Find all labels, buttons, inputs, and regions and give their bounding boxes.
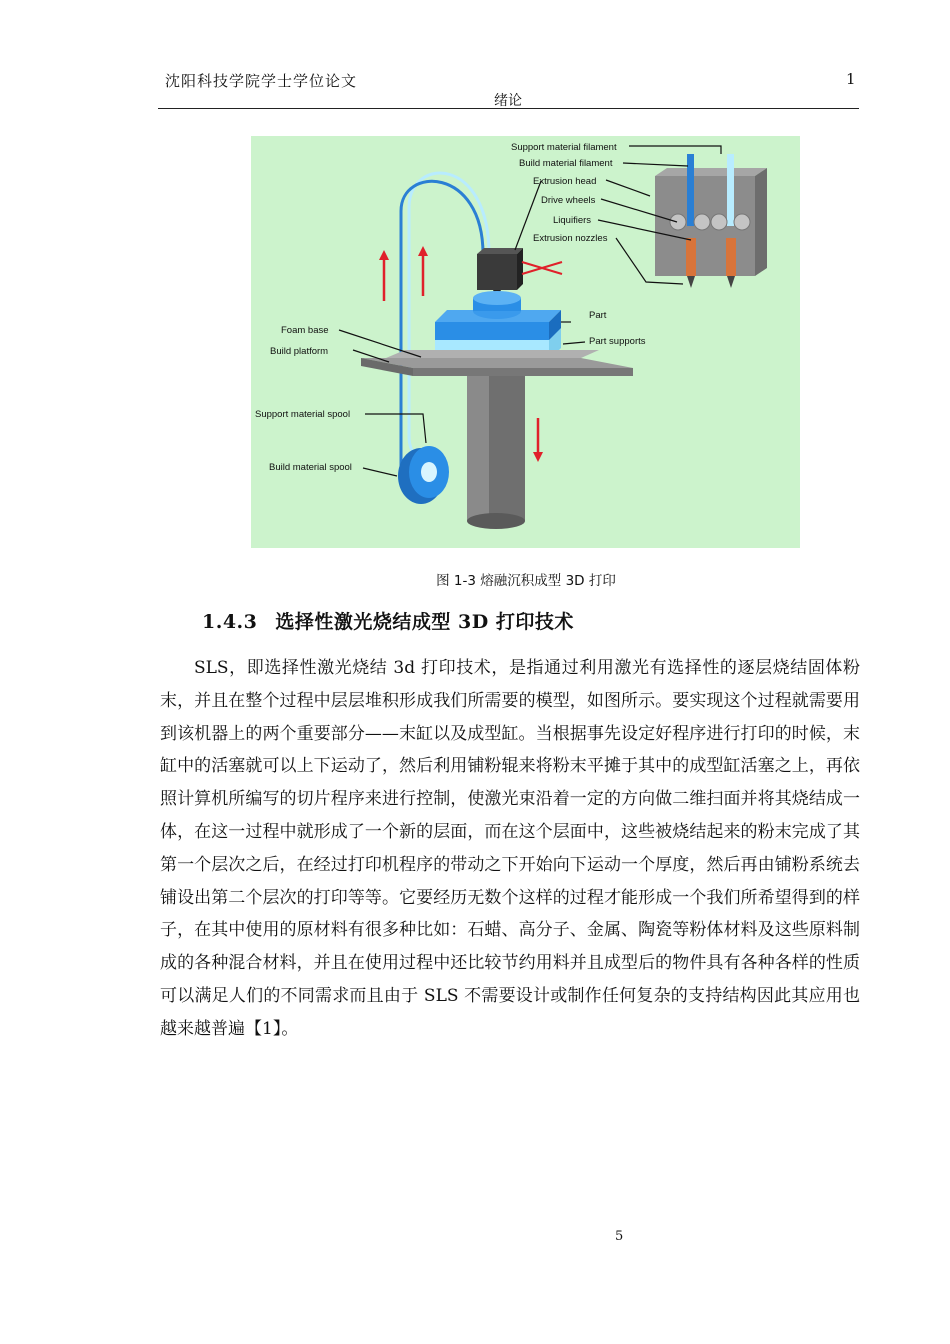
fdm-printer-figure xyxy=(251,136,800,548)
up-arrow-left xyxy=(379,250,389,301)
header-page-marker: 1 xyxy=(846,70,856,88)
header-chapter: 绪论 xyxy=(494,93,522,109)
build-platform-shape xyxy=(361,350,633,376)
label-support-spool: Support material spool xyxy=(255,409,351,420)
label-extrusion-nozzles: Extrusion nozzles xyxy=(533,233,608,244)
label-build-filament: Build material filament xyxy=(519,158,613,169)
label-support-filament: Support material filament xyxy=(511,142,617,153)
header-left-title: 沈阳科技学院学士学位论文 xyxy=(165,72,358,90)
label-extrusion-head: Extrusion head xyxy=(533,176,597,187)
down-arrow xyxy=(533,418,543,462)
page-number: 5 xyxy=(615,1229,624,1244)
fdm-diagram xyxy=(251,136,800,548)
label-liquifiers: Liquifiers xyxy=(553,215,592,226)
label-part-supports: Part supports xyxy=(589,336,646,347)
header-rule xyxy=(158,108,859,109)
label-build-spool: Build material spool xyxy=(269,462,352,473)
label-drive-wheels: Drive wheels xyxy=(541,195,596,206)
body-paragraph: SLS，即选择性激光烧结 3d 打印技术，是指通过利用激光有选择性的逐层烧结固体粉末，并且在整个过程中层层堆积形成我们所需要的模型，如图所示。要实现这个过程就需要用到该机器上的两个重要部分——末缸以及成型缸。当根据事先设定好程序进行打印的时候，末缸中的活塞就可以上下运动了，然后利用铺粉辊来将粉末平摊于其中的成型缸活塞之上，再依照计算机所编写的切片程序来进行控制，使激光束沿着一定的方向做二维扫面并将其烧结成一体，在这一过程中就形成了一个新的层面，而在这个层面中，这些被烧结起来的粉末完成了其第一个层次之后，在经过打印机程序的带动之下开始向下运动一个厚度，然后再由铺粉系统去铺设出第二个层次的打印等等。它要经历无数个这样的过程才能形成一个我们所希望得到的样子，在其中使用的原材料有很多种比如：石蜡、高分子、金属、陶瓷等粉体材料及这些原料制成的各种混合材料，并且在使用过程中还比较节约用料并且成型后的物件具有各种各样的性质可以满足人们的不同需求而且由于 SLS 不需要设计或制作任何复杂的支持结构因此其应用也越来越普遍【1】。 xyxy=(160,658,860,1039)
section-heading xyxy=(202,607,574,634)
platform-column xyxy=(467,376,525,529)
section-title: 选择性激光烧结成型 3D 打印技术 xyxy=(275,611,574,633)
label-foam-base: Foam base xyxy=(281,325,329,336)
xy-motion-arrows xyxy=(522,262,562,274)
build-material-spool xyxy=(398,446,449,504)
label-build-platform: Build platform xyxy=(270,346,329,357)
up-arrow-right xyxy=(418,246,428,296)
figure-caption: 图 1-3 熔融沉积成型 3D 打印 xyxy=(436,573,616,589)
label-part: Part xyxy=(589,310,607,321)
extrusion-head xyxy=(477,254,517,290)
section-number: 1.4.3 xyxy=(202,611,258,633)
